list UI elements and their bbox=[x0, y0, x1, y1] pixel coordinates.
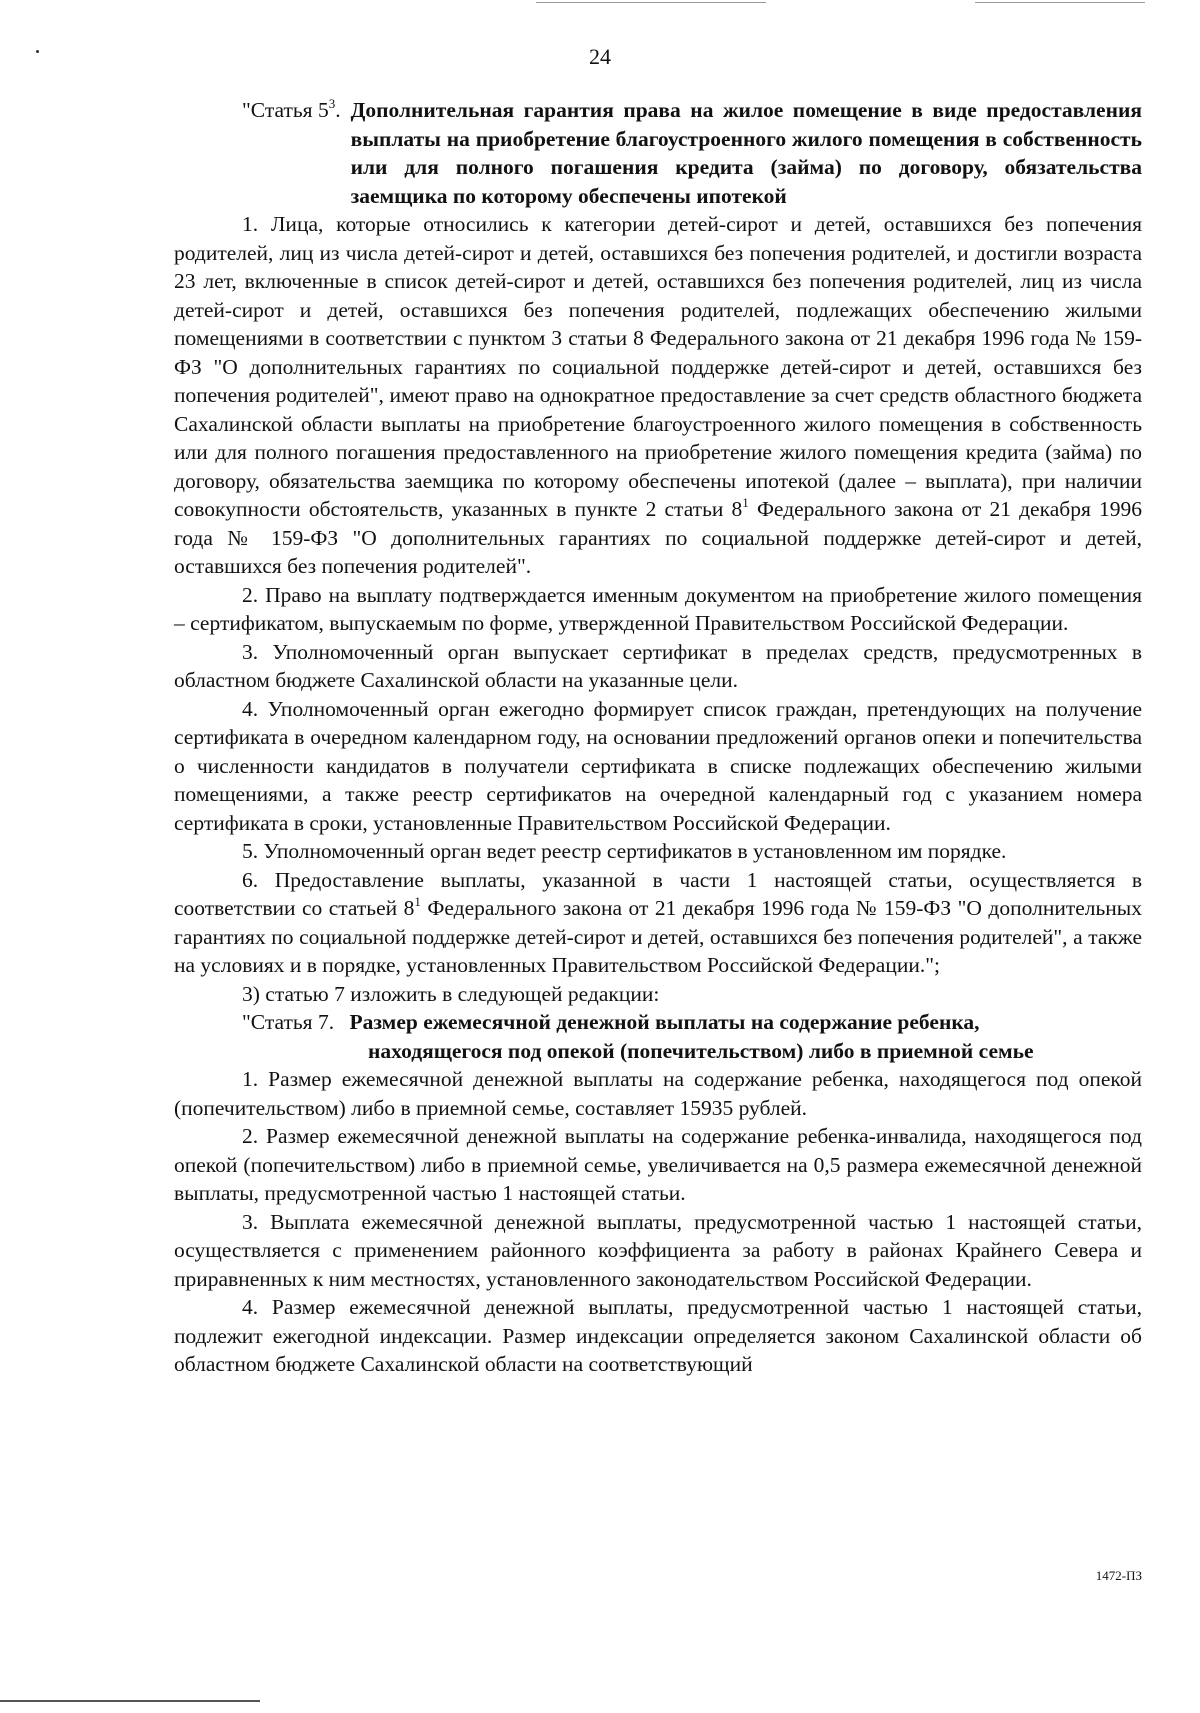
part-6-text-a: 6. Предоставление выплаты, указанной в части 1 настоящей статьи, осуществляется в соответствии со статьей 8 bbox=[174, 867, 1142, 920]
article-5-3-part-4: 4. Уполномоченный орган ежегодно формирует список граждан, претендующих на получение сертификата в очередном календарном году, на основании предложений органов опеки и попечительства о численности кандидатов в получатели сертификата в списке подлежащих обеспечению жилыми помещениями, а также реестр сертификатов на очередной календарный год с указанием номера сертификата в сроки, установленные Правительством Российской Федерации. bbox=[174, 696, 1142, 835]
article-7-part-4: 4. Размер ежемесячной денежной выплаты, предусмотренной частью 1 настоящей статьи, подлежит ежегодной индексации. Размер индексации определяется законом Сахалинской области об областном бюджете Сахалинской области на соответствующий bbox=[174, 1295, 1142, 1376]
document-body bbox=[174, 96, 1142, 1379]
article-5-3-superscript: 3 bbox=[328, 96, 336, 111]
article-5-3-part-5: 5. Уполномоченный орган ведет реестр сертификатов в установленном им порядке. bbox=[242, 839, 1007, 863]
article-5-3-part-3: 3. Уполномоченный орган выпускает сертификат в пределах средств, предусмотренных в областном бюджете Сахалинской области на указанные цели. bbox=[174, 639, 1142, 692]
article-7-number: "Статья 7. bbox=[242, 1010, 335, 1034]
article-7-part-2: 2. Размер ежемесячной денежной выплаты на содержание ребенка-инвалида, находящегося под опекой (попечительством) либо в приемной семье, увеличивается на 0,5 размера ежемесячной денежной выплаты, предусмотренной частью 1 настоящей статьи. bbox=[174, 1124, 1142, 1205]
scan-edge-bottom bbox=[0, 1700, 260, 1702]
article-5-3-title: Дополнительная гарантия права на жилое помещение в виде предоставления выплаты на приобретение благоустроенного жилого помещения в собственность или для полного погашения кредита (займа) по договору, обязательства заемщика по которому обеспечены ипотекой bbox=[350, 98, 1142, 208]
article-7-part-1: 1. Размер ежемесячной денежной выплаты на содержание ребенка, находящегося под опекой (попечительством) либо в приемной семье, составляет 15935 рублей. bbox=[174, 1067, 1142, 1120]
part-1-superscript: 1 bbox=[742, 495, 749, 510]
part-6-text-b: Федерального закона от 21 декабря 1996 года № 159-ФЗ "О дополнительных гарантиях по социальной поддержке детей-сирот и детей, оставшихся без попечения родителей", а также на условиях и в порядке, установленных Правительством Российской Федерации."; bbox=[174, 896, 1143, 977]
article-5-3-prefix-end: . bbox=[335, 98, 341, 122]
part-6-superscript: 1 bbox=[414, 894, 421, 909]
amendment-item-3: 3) статью 7 изложить в следующей редакции: bbox=[242, 981, 660, 1006]
article-5-3-number bbox=[242, 96, 351, 125]
part-1-text-a: 1. Лица, которые относились к категории детей-сирот и детей, оставшихся без попечения родителей, лиц из числа детей-сирот и детей, оставшихся без попечения родителей, и достигли возраста 23 лет, включенные в список детей-сирот и детей, оставшихся без попечения родителей, лиц из числа детей-сирот и детей, оставшихся без попечения родителей, подлежащих обеспечению жилыми помещениями в соответствии с пунктом 3 статьи 8 Федерального закона от 21 декабря 1996 года № 159-ФЗ "О дополнительных гарантиях по социальной поддержке детей-сирот и детей, оставшихся без попечения родителей", имеют право на однократное предоставление за счет средств областного бюджета Сахалинской области выплаты на приобретение благоустроенного жилого помещения в собственность или для полного погашения предоставленного на приобретение жилого помещения кредита (займа) по договору, обязательства заемщика по которому обеспечены ипотекой (далее – выплата), при наличии совокупности обстоятельств, указанных в пункте 2 статьи 8 bbox=[174, 212, 1142, 521]
article-5-3-part-1 bbox=[174, 210, 1142, 581]
article-5-3-part-2: 2. Право на выплату подтверждается именным документом на приобретение жилого помещения – сертификатом, выпускаемым по форме, утвержденной Правительством Российской Федерации. bbox=[174, 582, 1142, 635]
article-5-3-part-6 bbox=[174, 866, 1142, 980]
article-7-heading bbox=[242, 1008, 1142, 1065]
article-7-part-3: 3. Выплата ежемесячной денежной выплаты, предусмотренной частью 1 настоящей статьи, осуществляется с применением районного коэффициента за работу в районах Крайнего Севера и приравненных к ним местностях, установленного законодательством Российской Федерации. bbox=[174, 1209, 1142, 1291]
scan-edge-top-left bbox=[536, 2, 766, 3]
part-1-text-b: Федерального закона от 21 декабря 1996 года № 159-ФЗ "О дополнительных гарантиях по социальной поддержке детей-сирот и детей, оставшихся без попечения родителей". bbox=[174, 497, 1142, 578]
article-7-title-line-1: Размер ежемесячной денежной выплаты на содержание ребенка, bbox=[349, 1010, 980, 1034]
article-5-3-prefix: "Статья 5 bbox=[242, 98, 329, 122]
page-number: 24 bbox=[589, 44, 611, 69]
article-7-title-line-2: находящегося под опекой (попечительством) либо в приемной семье bbox=[368, 1038, 1034, 1063]
scan-edge-top-right bbox=[975, 2, 1145, 3]
document-code: 1472-ПЗ bbox=[1095, 1568, 1142, 1583]
article-5-3-heading bbox=[242, 96, 1142, 210]
